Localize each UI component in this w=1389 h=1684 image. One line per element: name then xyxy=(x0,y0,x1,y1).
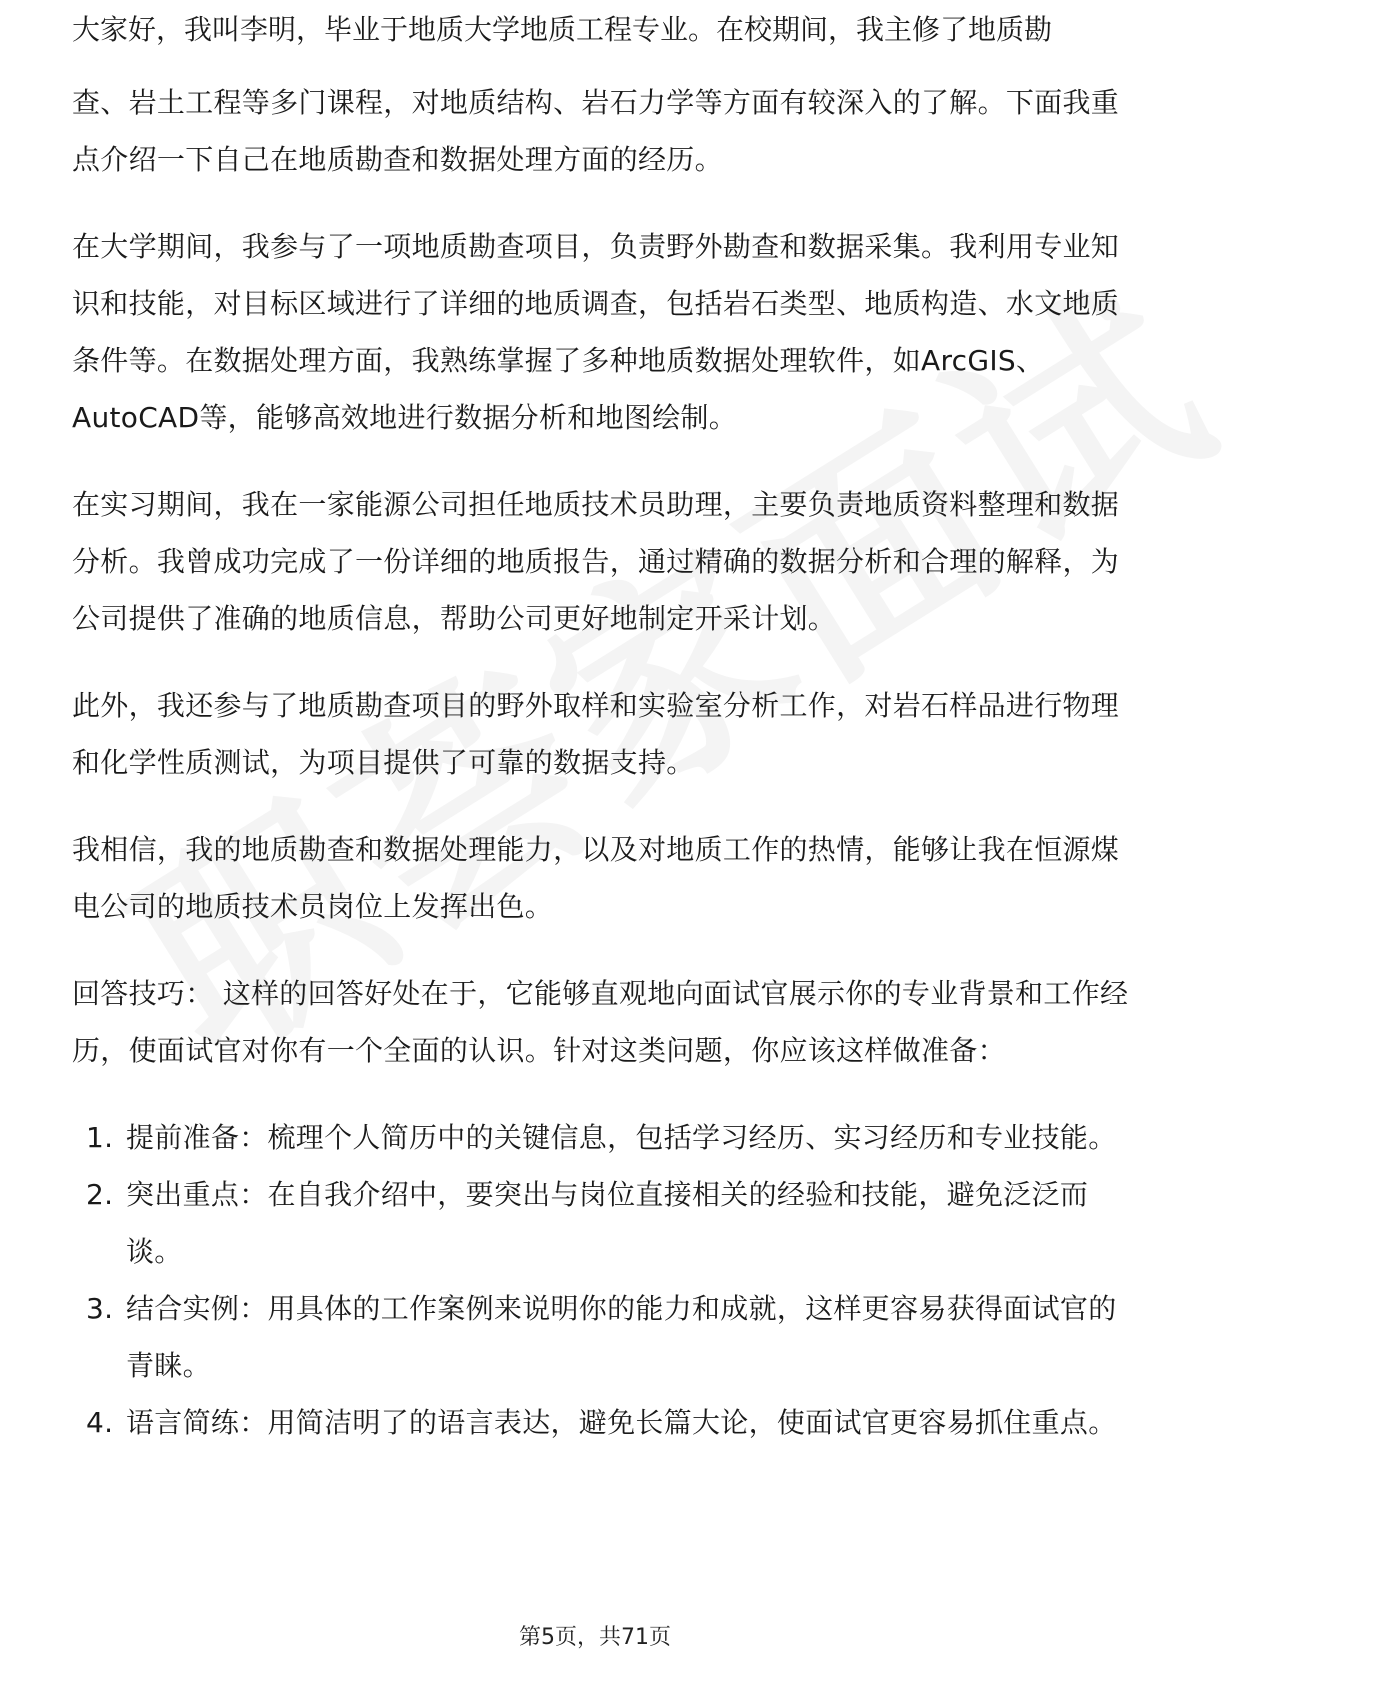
document-body xyxy=(72,13,1132,1451)
paragraph-1: 查、岩土工程等多门课程，对地质结构、岩石力学等方面有较深入的了解。下面我重点介绍一下自己在地质勘查和数据处理方面的经历。 xyxy=(72,86,1120,176)
partial-top-line-text: 大家好，我叫李明，毕业于地质大学地质工程专业。在校期间，我主修了地质勘 xyxy=(72,13,1053,46)
list-item-text: 语言简练：用简洁明了的语言表达，避免长篇大论，使面试官更容易抓住重点。 xyxy=(126,1406,1117,1439)
partial-top-line xyxy=(72,13,1132,48)
paragraph-5: 我相信，我的地质勘查和数据处理能力，以及对地质工作的热情，能够让我在恒源煤电公司的地质技术员岗位上发挥出色。 xyxy=(72,833,1120,923)
tips-list xyxy=(72,1109,1132,1451)
list-number: 1. xyxy=(86,1121,114,1154)
list-item xyxy=(72,1394,1132,1451)
list-item-text: 突出重点：在自我介绍中，要突出与岗位直接相关的经验和技能，避免泛泛而谈。 xyxy=(126,1178,1089,1268)
list-number: 4. xyxy=(86,1406,114,1439)
list-item-text: 结合实例：用具体的工作案例来说明你的能力和成就，这样更容易获得面试官的青睐。 xyxy=(126,1292,1117,1382)
paragraph-2: 在大学期间，我参与了一项地质勘查项目，负责野外勘查和数据采集。我利用专业知识和技能，对目标区域进行了详细的地质调查，包括岩石类型、地质构造、水文地质条件等。在数据处理方面，我熟练掌握了多种地质数据处理软件，如ArcGIS、AutoCAD等，能够高效地进行数据分析和地图绘制。 xyxy=(72,230,1120,434)
list-item-text: 提前准备：梳理个人简历中的关键信息，包括学习经历、实习经历和专业技能。 xyxy=(126,1121,1117,1154)
paragraph-3: 在实习期间，我在一家能源公司担任地质技术员助理，主要负责地质资料整理和数据分析。我曾成功完成了一份详细的地质报告，通过精确的数据分析和合理的解释，为公司提供了准确的地质信息，帮助公司更好地制定开采计划。 xyxy=(72,488,1120,635)
page-footer: 第5页，共71页 xyxy=(519,1625,671,1650)
list-number: 3. xyxy=(86,1292,114,1325)
list-number: 2. xyxy=(86,1178,114,1211)
list-item xyxy=(72,1166,1132,1280)
paragraph-4: 此外，我还参与了地质勘查项目的野外取样和实验室分析工作，对岩石样品进行物理和化学性质测试，为项目提供了可靠的数据支持。 xyxy=(72,689,1120,779)
answer-tips-paragraph: 回答技巧： 这样的回答好处在于，它能够直观地向面试官展示你的专业背景和工作经历，使面试官对你有一个全面的认识。针对这类问题，你应该这样做准备： xyxy=(72,977,1129,1067)
list-item xyxy=(72,1109,1132,1166)
list-item xyxy=(72,1280,1132,1394)
